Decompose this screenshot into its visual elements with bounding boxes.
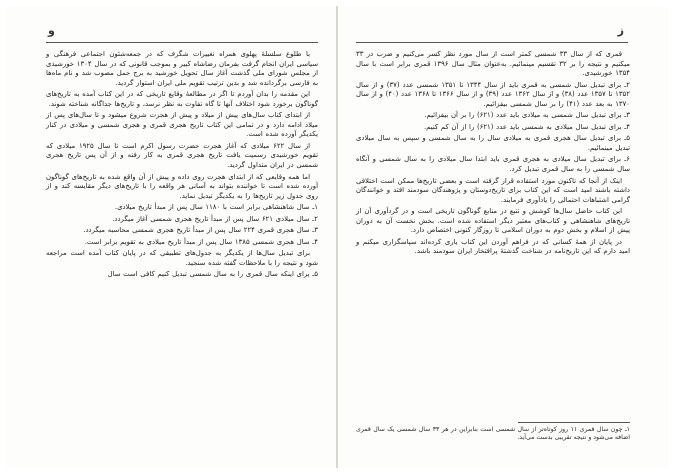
paragraph: این کتاب حاصل سال‌ها کوشش و تتبع در منابع گوناگون تاریخی است و در گردآوری آن از تاریخ‌های شاهنشاهی و کتاب‌های معتبر دیگر استفاده شده است. بخش نخست آن به دوران پیش از اسلام و بخش دوم به دوران اسلامی تا روزگار کنونی اختصاص دارد. <box>356 207 630 235</box>
list-item: ۴ـ سال هجری شمسی ۱۳۸۵ سال پس از مبدأ تاریخ میلادی به تقویم برابر است. <box>84 237 318 246</box>
paragraph: برای تبدیل سال‌ها از یکدیگر به جدول‌های تطبیقی که در پایان کتاب آمده است مراجعه شود و نتیجه را با ملاحظات گفته شده سنجید. <box>46 249 318 267</box>
left-page <box>6 6 336 468</box>
page-number: و <box>48 24 55 37</box>
paragraph: اینک از آنجا که تاکنون مورد استفاده قرار گرفته است و بعضی تاریخ‌ها ممکن است اختلافی داشته باشند امید است که این کتاب برای تاریخ‌دوستان و پژوهندگان سودمند افتد و خوانندگان گرامی اشتباهات احتمالی را یادآوری فرمایند. <box>356 176 630 204</box>
list-item: ۶ـ برای تبدیل سال میلادی به هجری قمری باید ابتدا سال میلادی را به سال شمسی و آنگاه سال شمسی را به سال قمری تبدیل کرد. <box>356 155 630 174</box>
list-item: ۳ـ سال هجری قمری ۲۲۴ سال پس از مبدأ تاریخ هجری شمسی محاسبه میگردد. <box>83 226 318 235</box>
page-number: ز <box>617 24 624 37</box>
list-item: ۵ـ برای تبدیل سال هجری قمری به میلادی سال را به سال شمسی و سپس به سال میلادی تبدیل مینمائیم. <box>356 134 630 152</box>
book-spread <box>6 6 668 468</box>
footnote: ۱ـ چون سال قمری ۱۱ روز کوتاه‌تر از سال شمسی است بنابراین در هر ۳۳ سال شمسی یک سال قمری اضافه می‌شود و نتیجه تقریبی بدست می‌آید. <box>356 426 630 442</box>
header-rule <box>46 42 318 43</box>
paragraph: از ابتدای کتاب سال‌های پیش از میلاد و پیش از هجرت شروع میشود و تا سال‌های پس از میلاد ادامه دارد و در تمامی این کتاب تاریخ هجری قمری و هجری شمسی و میلادی در کنار یکدیگر آورده شده است. <box>46 111 318 139</box>
header-rule <box>356 42 628 43</box>
list-item: ۲ـ سال میلادی ۶۲۱ سال پس از مبدأ تاریخ هجری شمسی آغاز میگردد. <box>112 214 318 223</box>
paragraph: اما همه وقایعی که از ابتدای هجرت روی داده و پیش از آن واقع شده به تاریخ‌های گوناگون آورده شده است تا خواننده بتواند به آسانی هر واقعه را با تاریخ‌های دیگر مقایسه کند و از روی جدول زیر تاریخ‌ها را به یکدیگر تبدیل نماید. <box>46 172 318 200</box>
paragraph: این مقدمه را بدان آوردم تا اگر در مطالعهٔ وقایع تاریخی که در این کتاب آمده به تاریخ‌های گوناگون برخورد شود اختلاف آنها تا گاه تفاوت به نظر نرسد، و تاریخ‌ها جداگانه شناخته شوند. <box>46 90 318 108</box>
list-item: ۳ـ برای تبدیل سال شمسی به میلادی باید عدد (۶۲۱) را بر آن بیفزائیم. <box>424 111 630 120</box>
paragraph: با طلوع سلسلهٔ پهلوی همراه تغییرات شگرف که در جمعه‌شئون اجتماعی فرهنگی و سیاسی ایران انجام گرفت بفرمان رضاشاه کبیر و بموجب قانونی که در سال ۱۳۰۴ خورشیدی از مجلس شورای ملی گذشت آغاز سال تحویل خورشید به برج حمل مصوب شد و نام ماه‌ها به فارسی برگردانده شد و بدین ترتیب تقویم ملی ایران استوار گردید. <box>46 50 319 87</box>
list-item: ۲ـ برای تبدیل سال شمسی به قمری باید از سال ۱۳۴۴ تا ۱۳۵۱ شمسی عدد (۳۷) و از سال ۱۳۵۲ تا ۱۳۵۷ عدد (۳۸) و از سال ۱۳۶۲ عدد (۳۹) و از سال ۱۳۶۶ تا ۱۳۶۸ عدد (۴۰) و از سال ۱۳۷۰ به بعد عدد (۴۱) را بر سال شمسی بیفزائیم. <box>356 80 630 108</box>
paragraph: در پایان از همهٔ کسانی که در فراهم آوردن این کتاب یاری کرده‌اند سپاسگزاری میکنم و امید دارم که این تاریخ‌نامه در شناخت گذشتهٔ پرافتخار ایران سودمند باشد. <box>356 237 630 256</box>
footnote-rule <box>518 422 630 423</box>
list-item: ۴ـ برای تبدیل سال میلادی به شمسی باید عدد (۶۲۱) را از آن کم کنیم. <box>423 122 630 131</box>
right-page-body <box>356 50 630 259</box>
right-page <box>338 6 668 468</box>
paragraph: قمری که از سال ۳۳ شمسی کمتر است از سال مورد نظر کسر می‌کنیم و ضرب در ۳۳ میکنیم و نتیجه را بر ۳۲ تقسیم مینمائیم. به‌عنوان مثال سال ۱۳۹۶ قمری برابر است با سال ۱۳۵۴ خورشیدی. <box>356 50 630 78</box>
paragraph: از سال ۶۲۲ میلادی که آغاز هجرت حضرت رسول اکرم است تا سال ۱۹۲۵ میلادی که تقویم خورشیدی رسمیت یافت تاریخ هجری قمری به کار رفته و از آن پس تاریخ هجری شمسی در ایران متداول گردید. <box>46 141 318 170</box>
list-item: ۵ـ برای اینکه سال قمری را به سال شمسی تبدیل کنیم کافی است سال <box>107 270 318 279</box>
left-page-body <box>46 50 318 282</box>
list-item: ۱ـ سال شاهنشاهی برابر است با ۱۱۸۰ سال پس از مبدأ تاریخ میلادی. <box>114 203 318 212</box>
